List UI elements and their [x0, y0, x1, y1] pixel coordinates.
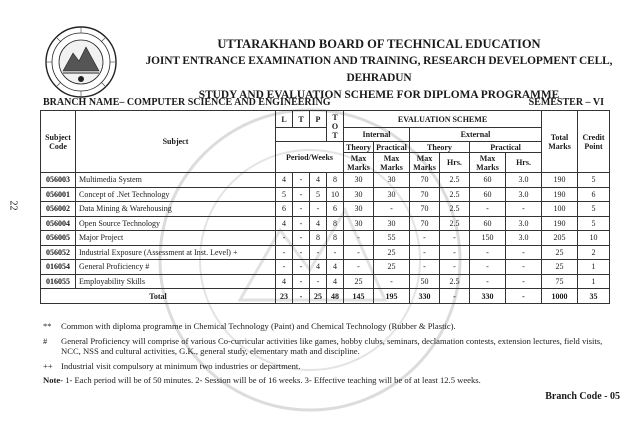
- cell-ext_pr_max: 60: [470, 187, 506, 202]
- cell-TOT: 4: [327, 260, 344, 275]
- cell-T: -: [293, 187, 310, 202]
- col-header-subject: Subject: [76, 111, 276, 173]
- cell-int_th: 30: [344, 173, 374, 188]
- cell-TOT: 8: [327, 216, 344, 231]
- document-header: [118, 36, 640, 104]
- cell-total: 190: [542, 216, 578, 231]
- cell-L: -: [276, 245, 293, 260]
- subject-name: Open Source Technology: [76, 216, 276, 231]
- cell-ext_pr_max: 150: [470, 231, 506, 246]
- total-cell: 48: [327, 289, 344, 304]
- subject-code: 056002: [41, 202, 76, 217]
- page-number: 22: [7, 200, 19, 211]
- cell-ext_th_hrs: 2.5: [440, 274, 470, 289]
- col-header-hrs: Hrs.: [506, 153, 542, 173]
- cell-ext_th_hrs: -: [440, 245, 470, 260]
- total-cell: 330: [410, 289, 440, 304]
- cell-total: 190: [542, 173, 578, 188]
- table-row: [41, 245, 610, 260]
- cell-T: -: [293, 216, 310, 231]
- table-row: [41, 216, 610, 231]
- cell-L: 6: [276, 202, 293, 217]
- evaluation-scheme-table: [40, 110, 610, 304]
- cell-ext_pr_hrs: 3.0: [506, 216, 542, 231]
- col-header-external-practical: Practical: [470, 142, 542, 153]
- note-general-proficiency: # General Proficiency will comprise of various Co-curricular activities like games, hobby clubs, seminars, declamation contests, extension lectures, field visits, NCC, NSS and cultural activities, G.K., general study, elementary math and discipline.: [43, 335, 603, 356]
- cell-T: -: [293, 202, 310, 217]
- cell-credit: 5: [578, 202, 610, 217]
- total-cell: 195: [374, 289, 410, 304]
- cell-int_pr: 55: [374, 231, 410, 246]
- col-header-evaluation-scheme: EVALUATION SCHEME: [344, 111, 542, 128]
- note-general: Note- 1- Each period will be of 50 minutes. 2- Session will be of 16 weeks. 3- Effective teaching will be of at least 12.5 weeks.: [43, 375, 481, 385]
- cell-L: 4: [276, 173, 293, 188]
- cell-total: 190: [542, 187, 578, 202]
- col-header-P: P: [310, 111, 327, 128]
- table-row: [41, 173, 610, 188]
- subject-name: Employability Skills: [76, 274, 276, 289]
- total-cell: -: [440, 289, 470, 304]
- subject-name: General Proficiency #: [76, 260, 276, 275]
- cell-ext_th_max: 70: [410, 173, 440, 188]
- cell-ext_pr_hrs: 3.0: [506, 173, 542, 188]
- col-header-external-theory: Theory: [410, 142, 470, 153]
- total-cell: 25: [310, 289, 327, 304]
- total-cell: 35: [578, 289, 610, 304]
- cell-ext_pr_max: -: [470, 274, 506, 289]
- cell-int_pr: 25: [374, 260, 410, 275]
- col-header-subject-code: Subject Code: [41, 111, 76, 173]
- cell-TOT: 4: [327, 274, 344, 289]
- cell-L: 4: [276, 216, 293, 231]
- cell-TOT: 8: [327, 173, 344, 188]
- subject-code: 056005: [41, 231, 76, 246]
- cell-TOT: 6: [327, 202, 344, 217]
- cell-T: -: [293, 231, 310, 246]
- cell-ext_pr_hrs: -: [506, 274, 542, 289]
- cell-ext_pr_hrs: 3.0: [506, 231, 542, 246]
- cell-ext_pr_hrs: 3.0: [506, 187, 542, 202]
- cell-total: 205: [542, 231, 578, 246]
- cell-ext_th_max: 50: [410, 274, 440, 289]
- cell-total: 25: [542, 260, 578, 275]
- cell-ext_pr_max: -: [470, 260, 506, 275]
- cell-T: -: [293, 260, 310, 275]
- cell-int_th: 30: [344, 187, 374, 202]
- cell-P: -: [310, 245, 327, 260]
- cell-L: 4: [276, 274, 293, 289]
- cell-ext_pr_max: -: [470, 202, 506, 217]
- col-header-L: L: [276, 111, 293, 128]
- total-cell: 145: [344, 289, 374, 304]
- table-total-row: [41, 289, 610, 304]
- cell-int_th: -: [344, 231, 374, 246]
- col-header-max-marks: Max Marks: [374, 153, 410, 173]
- subject-code: 016055: [41, 274, 76, 289]
- cell-ext_th_max: -: [410, 245, 440, 260]
- cell-ext_th_hrs: 2.5: [440, 216, 470, 231]
- table-row: [41, 187, 610, 202]
- total-cell: 1000: [542, 289, 578, 304]
- cell-TOT: -: [327, 245, 344, 260]
- branch-name: BRANCH NAME– COMPUTER SCIENCE AND ENGINEERING: [43, 97, 331, 108]
- table-row: [41, 274, 610, 289]
- cell-L: -: [276, 260, 293, 275]
- cell-P: 4: [310, 173, 327, 188]
- cell-ext_pr_hrs: -: [506, 202, 542, 217]
- col-header-period-weeks: Period/Weeks: [276, 142, 344, 173]
- branch-code: Branch Code - 05: [545, 391, 620, 402]
- cell-total: 75: [542, 274, 578, 289]
- cell-P: 4: [310, 216, 327, 231]
- cell-ext_th_max: 70: [410, 187, 440, 202]
- col-header-T: T: [293, 111, 310, 128]
- cell-T: -: [293, 173, 310, 188]
- subject-code: 056052: [41, 245, 76, 260]
- cell-ext_th_hrs: 2.5: [440, 173, 470, 188]
- cell-ext_pr_max: -: [470, 245, 506, 260]
- cell-T: -: [293, 274, 310, 289]
- cell-total: 100: [542, 202, 578, 217]
- cell-credit: 5: [578, 173, 610, 188]
- col-header-max-marks: Max Marks: [470, 153, 506, 173]
- cell-credit: 1: [578, 274, 610, 289]
- cell-credit: 6: [578, 187, 610, 202]
- cell-total: 25: [542, 245, 578, 260]
- cell-ext_th_max: 70: [410, 216, 440, 231]
- subject-code: 056004: [41, 216, 76, 231]
- cell-P: 5: [310, 187, 327, 202]
- subject-code: 056003: [41, 173, 76, 188]
- cell-int_pr: 30: [374, 187, 410, 202]
- cell-int_pr: -: [374, 274, 410, 289]
- cell-credit: 5: [578, 216, 610, 231]
- col-header-total-marks: Total Marks: [542, 111, 578, 173]
- col-header-external: External: [410, 128, 542, 142]
- cell-int_th: 25: [344, 274, 374, 289]
- subject-name: Major Project: [76, 231, 276, 246]
- footnotes: [43, 321, 611, 386]
- table-row: [41, 231, 610, 246]
- cell-int_pr: 30: [374, 216, 410, 231]
- total-label: Total: [41, 289, 276, 304]
- cell-int_th: -: [344, 260, 374, 275]
- cell-ext_pr_hrs: -: [506, 260, 542, 275]
- header-cell-name: JOINT ENTRANCE EXAMINATION AND TRAINING, RESEARCH DEVELOPMENT CELL, DEHRADUN: [145, 55, 613, 84]
- cell-P: 8: [310, 231, 327, 246]
- col-header-hrs: Hrs.: [440, 153, 470, 173]
- cell-int_th: -: [344, 245, 374, 260]
- cell-credit: 10: [578, 231, 610, 246]
- col-header-internal-theory: Theory: [344, 142, 374, 153]
- total-cell: 330: [470, 289, 506, 304]
- subject-name: Concept of .Net Technology: [76, 187, 276, 202]
- cell-ext_th_hrs: 2.5: [440, 202, 470, 217]
- header-board-name: UTTARAKHAND BOARD OF TECHNICAL EDUCATION: [217, 37, 541, 51]
- col-header-internal-practical: Practical: [374, 142, 410, 153]
- cell-int_th: 30: [344, 216, 374, 231]
- cell-int_pr: 30: [374, 173, 410, 188]
- note-common: ** Common with diploma programme in Chemical Technology (Paint) and Chemical Technology (Rubber & Plastic).: [43, 321, 456, 331]
- cell-credit: 2: [578, 245, 610, 260]
- cell-ext_th_hrs: 2.5: [440, 187, 470, 202]
- cell-ext_pr_max: 60: [470, 173, 506, 188]
- cell-credit: 1: [578, 260, 610, 275]
- cell-int_pr: -: [374, 202, 410, 217]
- header-scheme-title: STUDY AND EVALUATION SCHEME FOR DIPLOMA PROGRAMME: [198, 89, 560, 101]
- cell-P: -: [310, 202, 327, 217]
- total-cell: 23: [276, 289, 293, 304]
- cell-L: 5: [276, 187, 293, 202]
- col-header-internal: Internal: [344, 128, 410, 142]
- total-cell: -: [506, 289, 542, 304]
- cell-int_th: 30: [344, 202, 374, 217]
- cell-ext_th_max: -: [410, 231, 440, 246]
- note-industrial-visit: ++ Industrial visit compulsory at minimum two industries or department.: [43, 360, 301, 371]
- total-cell: -: [293, 289, 310, 304]
- subject-name: Multimedia System: [76, 173, 276, 188]
- cell-P: -: [310, 274, 327, 289]
- subject-name: Data Mining & Warehousing: [76, 202, 276, 217]
- cell-ext_th_hrs: -: [440, 231, 470, 246]
- col-header-max-marks: Max Marks: [344, 153, 374, 173]
- col-header-max-marks: Max Marks: [410, 153, 440, 173]
- board-logo-emblem: [44, 25, 118, 99]
- cell-int_pr: 25: [374, 245, 410, 260]
- table-row: [41, 260, 610, 275]
- subject-code: 056001: [41, 187, 76, 202]
- cell-ext_th_max: -: [410, 260, 440, 275]
- cell-TOT: 8: [327, 231, 344, 246]
- col-header-total-periods: T O T: [327, 111, 344, 142]
- cell-TOT: 10: [327, 187, 344, 202]
- cell-ext_th_hrs: -: [440, 260, 470, 275]
- cell-T: -: [293, 245, 310, 260]
- cell-P: 4: [310, 260, 327, 275]
- subject-code: 016054: [41, 260, 76, 275]
- col-header-credit-point: Credit Point: [578, 111, 610, 173]
- cell-ext_pr_max: 60: [470, 216, 506, 231]
- cell-L: -: [276, 231, 293, 246]
- cell-ext_th_max: 70: [410, 202, 440, 217]
- semester-label: SEMESTER – VI: [528, 97, 604, 108]
- subject-name: Industrial Exposure (Assessment at Inst. Level) +: [76, 245, 276, 260]
- cell-ext_pr_hrs: -: [506, 245, 542, 260]
- table-row: [41, 202, 610, 217]
